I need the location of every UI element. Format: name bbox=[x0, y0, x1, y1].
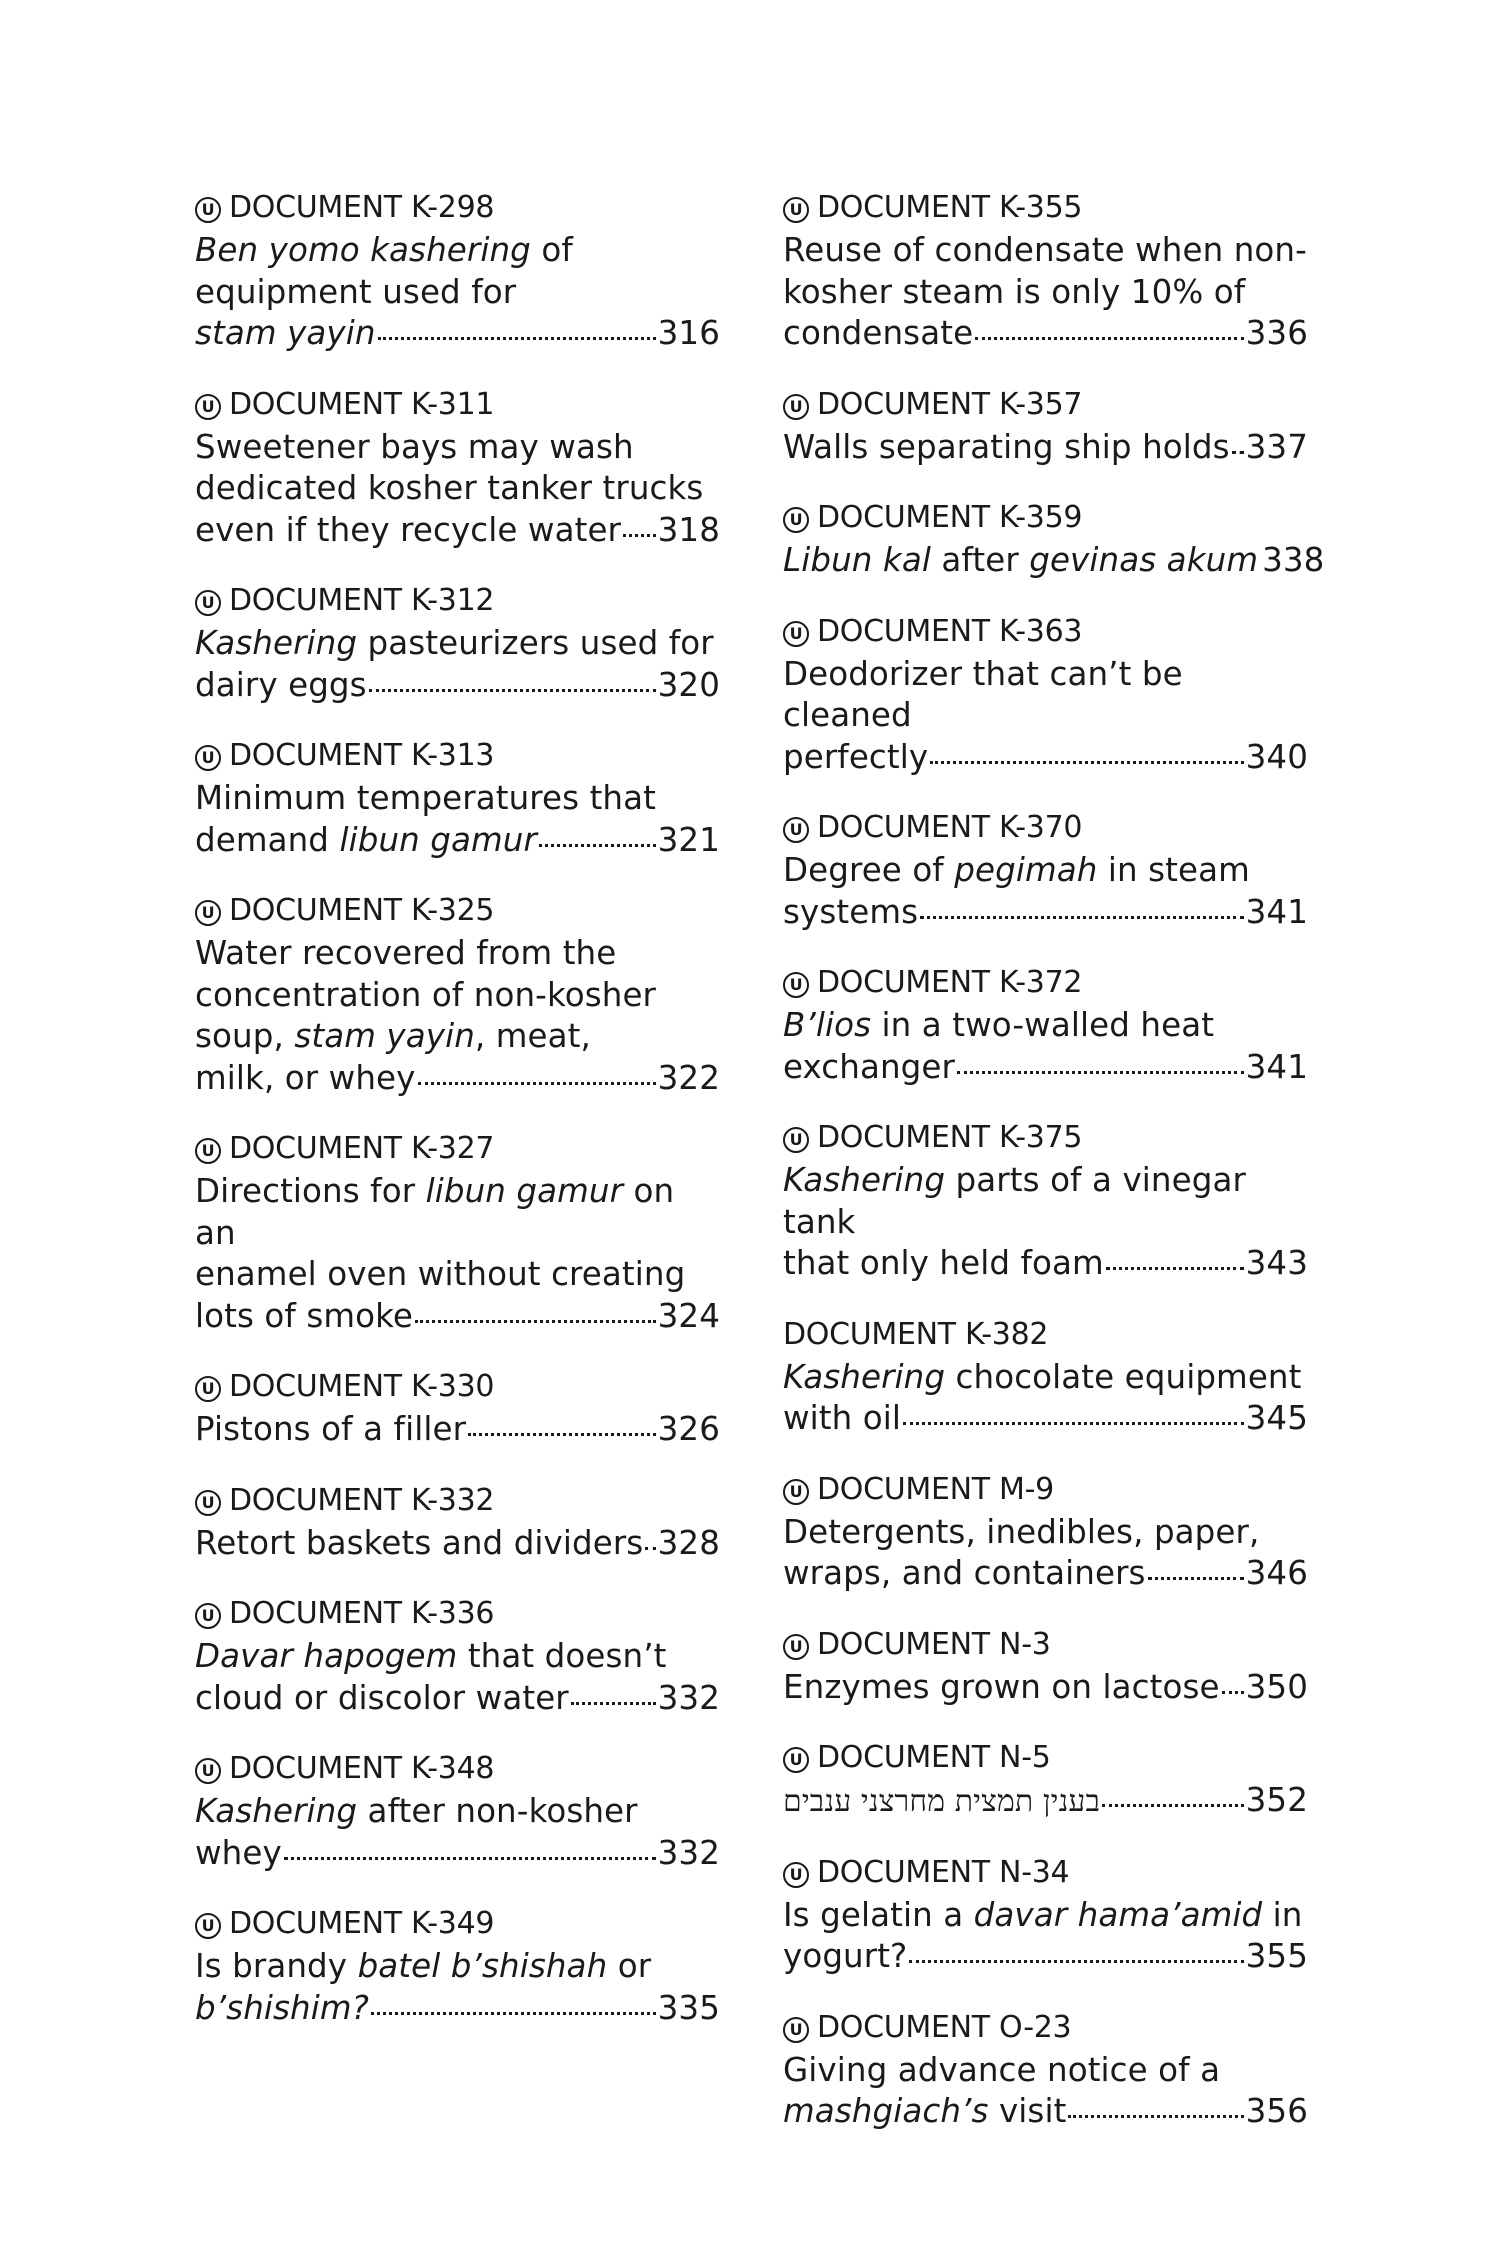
toc-entry[interactable] bbox=[195, 889, 720, 1099]
entry-title-line bbox=[195, 1946, 720, 1988]
dot-leader bbox=[1102, 1804, 1244, 1807]
ou-kosher-icon: U bbox=[783, 1634, 809, 1660]
ou-kosher-icon: U bbox=[195, 1376, 221, 1402]
ou-kosher-icon: U bbox=[783, 197, 809, 223]
document-label: DOCUMENT K-355 bbox=[817, 190, 1083, 225]
entry-title-last-line bbox=[195, 313, 720, 355]
title-segment: systems bbox=[783, 892, 919, 931]
title-segment: even if they recycle water bbox=[195, 510, 622, 549]
title-segment: pasteurizers used for bbox=[357, 624, 714, 662]
dot-leader bbox=[1232, 451, 1244, 454]
title-segment: perfectly bbox=[783, 737, 929, 776]
dot-leader bbox=[1106, 1267, 1244, 1270]
entry-title-last-line bbox=[783, 1936, 1308, 1978]
title-segment: Detergents, inedibles, paper, bbox=[783, 1512, 1260, 1551]
entry-title-text bbox=[195, 1523, 643, 1565]
title-segment: visit bbox=[988, 2092, 1067, 2130]
title-segment: Pistons of a filler bbox=[195, 1410, 467, 1448]
entry-title-text bbox=[783, 1243, 1104, 1285]
title-segment: yogurt? bbox=[783, 1937, 908, 1975]
page-number: 337 bbox=[1245, 427, 1308, 466]
ou-kosher-icon: U bbox=[195, 1913, 221, 1939]
document-number bbox=[195, 186, 720, 230]
title-segment: parts of a vinegar tank bbox=[783, 1161, 1246, 1241]
page-number: 352 bbox=[1245, 1781, 1308, 1819]
entry-title-text bbox=[783, 1667, 1220, 1709]
entry-title-line bbox=[195, 427, 720, 469]
dot-leader bbox=[571, 1702, 656, 1705]
dot-leader bbox=[1148, 1577, 1244, 1580]
toc-entry[interactable] bbox=[195, 1127, 720, 1337]
entry-title-last-line bbox=[195, 1296, 720, 1338]
title-segment: after non-kosher bbox=[357, 1792, 638, 1830]
ou-kosher-icon: U bbox=[783, 1479, 809, 1505]
entry-title-line bbox=[783, 654, 1308, 737]
entry-title-line bbox=[195, 1636, 720, 1678]
entry-title-last-line bbox=[783, 540, 1325, 582]
title-segment: of bbox=[530, 231, 573, 269]
page-number: 326 bbox=[657, 1410, 720, 1448]
dot-leader bbox=[371, 2012, 656, 2015]
entry-title-last-line bbox=[783, 1243, 1308, 1285]
entry-title-last-line bbox=[195, 1833, 720, 1875]
entry-title-text bbox=[783, 1398, 901, 1440]
entry-title-last-line bbox=[783, 737, 1308, 779]
title-segment: davar hama’amid bbox=[973, 1895, 1263, 1934]
dot-leader bbox=[418, 1082, 656, 1085]
toc-entry[interactable] bbox=[783, 186, 1308, 355]
entry-title-line bbox=[195, 933, 720, 975]
entry-title-last-line bbox=[783, 427, 1308, 469]
document-label: DOCUMENT M-9 bbox=[817, 1471, 1054, 1507]
dot-leader bbox=[957, 1071, 1244, 1074]
document-number bbox=[195, 1365, 720, 1409]
toc-entry[interactable] bbox=[195, 1592, 720, 1719]
entry-title-last-line bbox=[783, 2091, 1308, 2133]
title-segment: after bbox=[930, 541, 1030, 579]
toc-entry[interactable] bbox=[195, 579, 720, 706]
entry-title-last-line bbox=[783, 1398, 1308, 1440]
entry-title-line bbox=[195, 1254, 720, 1296]
document-label: DOCUMENT K-325 bbox=[229, 893, 495, 928]
toc-entry[interactable] bbox=[783, 383, 1308, 469]
page-number: 316 bbox=[657, 314, 720, 352]
ou-kosher-icon: U bbox=[195, 900, 221, 926]
document-number bbox=[783, 1736, 1308, 1780]
document-number bbox=[195, 1592, 720, 1636]
entry-title-last-line bbox=[783, 1667, 1308, 1709]
entry-title-text bbox=[195, 1833, 282, 1875]
ou-kosher-icon: U bbox=[195, 1138, 221, 1164]
title-segment: Sweetener bays may wash bbox=[195, 427, 634, 466]
document-number bbox=[783, 1116, 1308, 1160]
document-label: DOCUMENT K-363 bbox=[817, 613, 1083, 649]
page-number: 332 bbox=[657, 1833, 720, 1872]
page-number: 324 bbox=[657, 1296, 720, 1335]
entry-title-last-line bbox=[783, 313, 1308, 355]
entry-title-text bbox=[783, 540, 1258, 582]
entry-title-text bbox=[783, 1553, 1146, 1595]
document-number bbox=[783, 1851, 1308, 1895]
title-segment: Libun kal bbox=[783, 541, 931, 579]
page-number: 322 bbox=[657, 1058, 720, 1097]
document-label: DOCUMENT K-370 bbox=[817, 810, 1083, 845]
entry-title-last-line bbox=[195, 1409, 720, 1451]
page-number: 338 bbox=[1262, 541, 1325, 579]
title-segment: demand bbox=[195, 820, 340, 859]
ou-kosher-icon: U bbox=[783, 1127, 809, 1153]
entry-title-text bbox=[783, 1780, 1100, 1823]
document-label: DOCUMENT K-313 bbox=[229, 738, 495, 773]
document-label: DOCUMENT K-357 bbox=[817, 386, 1083, 422]
page-number: 332 bbox=[657, 1678, 720, 1717]
title-segment: בענין תמצית מחרצני ענבים bbox=[783, 1784, 1101, 1819]
entry-title-line bbox=[195, 230, 720, 272]
ou-kosher-icon: U bbox=[783, 972, 809, 998]
document-label: DOCUMENT K-312 bbox=[229, 583, 495, 618]
document-number bbox=[783, 496, 1308, 540]
ou-kosher-icon: U bbox=[783, 1747, 809, 1773]
entry-title-text bbox=[195, 313, 376, 355]
entry-title-last-line bbox=[195, 510, 720, 552]
title-segment: concentration of non-kosher bbox=[195, 975, 657, 1014]
title-segment: stam yayin bbox=[294, 1017, 475, 1055]
entry-title-last-line bbox=[195, 665, 720, 707]
toc-right-column bbox=[783, 186, 1325, 2133]
page-number: 320 bbox=[657, 665, 720, 704]
document-label: DOCUMENT K-348 bbox=[229, 1751, 495, 1786]
title-segment: in bbox=[1262, 1895, 1303, 1934]
entry-title-last-line bbox=[783, 1780, 1308, 1823]
title-segment: Retort baskets and dividers bbox=[195, 1523, 644, 1562]
title-segment: Deodorizer that can’t be cleaned bbox=[783, 654, 1183, 734]
page-number: 350 bbox=[1245, 1667, 1308, 1706]
title-segment: Walls separating ship holds bbox=[783, 427, 1230, 466]
dot-leader bbox=[1068, 2115, 1243, 2118]
title-segment: dedicated kosher tanker trucks bbox=[195, 469, 704, 507]
toc-entry[interactable] bbox=[783, 1851, 1308, 1978]
page-number: 356 bbox=[1245, 2092, 1308, 2130]
toc-left-column bbox=[195, 186, 720, 2029]
title-segment: libun gamur bbox=[339, 820, 537, 859]
entry-title-last-line bbox=[783, 1047, 1308, 1089]
title-segment: in a two-walled heat bbox=[871, 1006, 1215, 1044]
title-segment: Reuse of condensate when non- bbox=[783, 231, 1307, 269]
title-segment: Is brandy bbox=[195, 1947, 358, 1985]
title-segment: pegimah bbox=[954, 851, 1098, 889]
toc-entry[interactable] bbox=[783, 1468, 1308, 1595]
title-segment: on an bbox=[195, 1172, 675, 1252]
title-segment: Kashering bbox=[783, 1161, 946, 1199]
entry-title-text bbox=[195, 1678, 569, 1720]
entry-title-text bbox=[783, 2091, 1066, 2133]
title-segment: b’shishim? bbox=[195, 1988, 369, 2027]
toc-entry[interactable] bbox=[195, 1902, 720, 2029]
dot-leader bbox=[645, 1547, 655, 1550]
page-number: 346 bbox=[1245, 1554, 1308, 1592]
dot-leader bbox=[623, 534, 656, 537]
document-number bbox=[195, 1479, 720, 1523]
title-segment: soup, bbox=[195, 1017, 295, 1055]
dot-leader bbox=[903, 1422, 1244, 1425]
dot-leader bbox=[468, 1433, 656, 1436]
document-number bbox=[783, 186, 1308, 230]
ou-kosher-icon: U bbox=[783, 817, 809, 843]
title-segment: exchanger bbox=[783, 1047, 955, 1086]
dot-leader bbox=[378, 337, 656, 340]
toc-entry[interactable] bbox=[783, 496, 1325, 582]
entry-title-line bbox=[195, 975, 720, 1017]
page-number: 335 bbox=[657, 1988, 720, 2027]
title-segment: batel b’shishah bbox=[357, 1947, 608, 1985]
ou-kosher-icon: U bbox=[195, 1490, 221, 1516]
entry-title-text bbox=[195, 1296, 413, 1338]
entry-title-last-line bbox=[195, 1988, 720, 2030]
title-segment: dairy eggs bbox=[195, 665, 367, 704]
ou-kosher-icon: U bbox=[783, 621, 809, 647]
entry-title-text bbox=[783, 313, 973, 355]
page-number: 328 bbox=[657, 1523, 720, 1562]
title-segment: kosher steam is only 10% of bbox=[783, 272, 1246, 311]
entry-title-line bbox=[783, 2050, 1308, 2092]
document-label: DOCUMENT K-336 bbox=[229, 1596, 495, 1631]
document-number bbox=[783, 1313, 1308, 1357]
title-segment: libun gamur bbox=[425, 1172, 624, 1210]
dot-leader bbox=[909, 1960, 1243, 1963]
toc-entry[interactable] bbox=[783, 1736, 1308, 1823]
title-segment: or bbox=[607, 1947, 652, 1985]
toc-entry[interactable] bbox=[783, 961, 1308, 1088]
document-number bbox=[195, 889, 720, 933]
entry-title-line bbox=[195, 623, 720, 665]
entry-title-line bbox=[783, 1357, 1308, 1399]
title-segment: Kashering bbox=[783, 1357, 946, 1396]
entry-title-last-line bbox=[783, 1553, 1308, 1595]
ou-kosher-icon: U bbox=[195, 394, 221, 420]
entry-title-line bbox=[195, 778, 720, 820]
title-segment: Directions for bbox=[195, 1172, 426, 1210]
entry-title-line bbox=[783, 1895, 1308, 1937]
entry-title-last-line bbox=[195, 820, 720, 862]
document-label: DOCUMENT O-23 bbox=[817, 2009, 1072, 2045]
ou-kosher-icon: U bbox=[783, 394, 809, 420]
entry-title-text bbox=[783, 1047, 955, 1089]
title-segment: Ben yomo kashering bbox=[195, 231, 531, 269]
dot-leader bbox=[975, 337, 1243, 340]
title-segment: Enzymes grown on lactose bbox=[783, 1667, 1220, 1706]
document-label: DOCUMENT N-3 bbox=[817, 1626, 1051, 1662]
dot-leader bbox=[930, 761, 1243, 764]
entry-title-line bbox=[195, 1016, 720, 1058]
toc-entry[interactable] bbox=[783, 806, 1308, 933]
document-number bbox=[783, 806, 1308, 850]
title-segment: wraps, and containers bbox=[783, 1554, 1146, 1592]
dot-leader bbox=[415, 1320, 656, 1323]
page-number: 345 bbox=[1245, 1399, 1308, 1437]
document-label: DOCUMENT K-311 bbox=[229, 386, 495, 422]
title-segment: Minimum temperatures that bbox=[195, 779, 656, 817]
document-number bbox=[783, 610, 1308, 654]
entry-title-text bbox=[195, 510, 621, 552]
page-number: 336 bbox=[1245, 314, 1308, 352]
toc-entry[interactable] bbox=[783, 1116, 1308, 1285]
title-segment: condensate bbox=[783, 314, 974, 352]
title-segment: Kashering bbox=[195, 1792, 358, 1830]
ou-kosher-icon: U bbox=[195, 745, 221, 771]
ou-kosher-icon: U bbox=[195, 590, 221, 616]
page-number: 321 bbox=[657, 820, 720, 859]
toc-entry[interactable] bbox=[195, 1365, 720, 1451]
ou-kosher-icon: U bbox=[195, 1603, 221, 1629]
title-segment: mashgiach’s bbox=[783, 2092, 989, 2130]
toc-entry[interactable] bbox=[195, 383, 720, 552]
document-label: DOCUMENT K-327 bbox=[229, 1131, 495, 1166]
entry-title-text bbox=[783, 892, 918, 934]
title-segment: B’lios bbox=[783, 1006, 872, 1044]
entry-title-text bbox=[783, 737, 928, 779]
title-segment: Degree of bbox=[783, 851, 955, 889]
title-segment: Kashering bbox=[195, 624, 358, 662]
entry-title-line bbox=[783, 230, 1308, 272]
document-label: DOCUMENT K-298 bbox=[229, 190, 495, 225]
toc-entry[interactable] bbox=[783, 1313, 1308, 1440]
page-number: 318 bbox=[657, 510, 720, 549]
page-number: 341 bbox=[1245, 1047, 1308, 1086]
dot-leader bbox=[539, 844, 656, 847]
page-number: 341 bbox=[1245, 892, 1308, 931]
document-label: DOCUMENT K-349 bbox=[229, 1906, 495, 1941]
document-label: DOCUMENT K-382 bbox=[783, 1316, 1049, 1352]
title-segment: equipment used for bbox=[195, 272, 517, 311]
document-label: DOCUMENT K-359 bbox=[817, 500, 1083, 535]
entry-title-last-line bbox=[195, 1058, 720, 1100]
entry-title-text bbox=[783, 427, 1230, 469]
title-segment: Water recovered from the bbox=[195, 934, 617, 972]
title-segment: gevinas akum bbox=[1029, 541, 1259, 579]
document-label: DOCUMENT N-5 bbox=[817, 1740, 1051, 1775]
entry-title-line bbox=[195, 468, 720, 510]
entry-title-text bbox=[195, 1409, 466, 1451]
entry-title-text bbox=[195, 820, 537, 862]
document-label: DOCUMENT K-372 bbox=[817, 965, 1083, 1000]
toc-entry[interactable] bbox=[195, 734, 720, 861]
title-segment: stam yayin bbox=[195, 314, 376, 352]
document-number bbox=[783, 2006, 1308, 2050]
entry-title-line bbox=[783, 1512, 1308, 1554]
entry-title-line bbox=[195, 1171, 720, 1254]
document-number bbox=[195, 579, 720, 623]
dot-leader bbox=[284, 1857, 656, 1860]
entry-title-line bbox=[783, 850, 1308, 892]
title-segment: enamel oven without creating bbox=[195, 1255, 686, 1293]
title-segment: lots of smoke bbox=[195, 1296, 414, 1335]
document-number bbox=[195, 1747, 720, 1791]
entry-title-line bbox=[195, 1791, 720, 1833]
toc-entry[interactable] bbox=[783, 1623, 1308, 1709]
document-number bbox=[783, 961, 1308, 1005]
entry-title-last-line bbox=[195, 1523, 720, 1565]
entry-title-text bbox=[195, 665, 367, 707]
ou-kosher-icon: U bbox=[195, 197, 221, 223]
entry-title-text bbox=[195, 1058, 416, 1100]
dot-leader bbox=[920, 916, 1244, 919]
page-number: 340 bbox=[1245, 737, 1308, 776]
entry-title-line bbox=[783, 1005, 1308, 1047]
entry-title-last-line bbox=[195, 1678, 720, 1720]
page-number: 343 bbox=[1245, 1244, 1308, 1282]
document-number bbox=[195, 1902, 720, 1946]
toc-entry[interactable] bbox=[195, 1479, 720, 1565]
entry-title-line bbox=[783, 1160, 1308, 1243]
entry-title-text bbox=[783, 1936, 907, 1978]
title-segment: in steam bbox=[1097, 851, 1250, 889]
document-label: DOCUMENT N-34 bbox=[817, 1854, 1070, 1890]
document-label: DOCUMENT K-375 bbox=[817, 1120, 1083, 1155]
title-segment: Is gelatin a bbox=[783, 1895, 974, 1934]
document-number bbox=[195, 734, 720, 778]
title-segment: that doesn’t bbox=[457, 1637, 667, 1675]
ou-kosher-icon: U bbox=[783, 1862, 809, 1888]
document-label: DOCUMENT K-330 bbox=[229, 1369, 495, 1404]
document-number bbox=[783, 1623, 1308, 1667]
title-segment: cloud or discolor water bbox=[195, 1678, 569, 1717]
toc-entry[interactable] bbox=[783, 2006, 1308, 2133]
entry-title-text bbox=[195, 1988, 369, 2030]
title-segment: with oil bbox=[783, 1399, 902, 1437]
page-number: 355 bbox=[1245, 1937, 1308, 1975]
title-segment: , meat, bbox=[474, 1017, 591, 1055]
document-number bbox=[783, 383, 1308, 427]
document-label: DOCUMENT K-332 bbox=[229, 1482, 495, 1518]
toc-entry[interactable] bbox=[783, 610, 1308, 779]
title-segment: that only held foam bbox=[783, 1244, 1104, 1282]
document-number bbox=[195, 383, 720, 427]
entry-title-line bbox=[195, 272, 720, 314]
title-segment: milk, or whey bbox=[195, 1058, 416, 1097]
dot-leader bbox=[369, 689, 656, 692]
ou-kosher-icon: U bbox=[783, 507, 809, 533]
document-number bbox=[783, 1468, 1308, 1512]
document-number bbox=[195, 1127, 720, 1171]
title-segment: Davar hapogem bbox=[195, 1637, 458, 1675]
title-segment: whey bbox=[195, 1833, 282, 1872]
dot-leader bbox=[1222, 1691, 1244, 1694]
ou-kosher-icon: U bbox=[195, 1758, 221, 1784]
ou-kosher-icon: U bbox=[783, 2017, 809, 2043]
title-segment: Giving advance notice of a bbox=[783, 2050, 1221, 2089]
toc-entry[interactable] bbox=[195, 186, 720, 355]
title-segment: chocolate equipment bbox=[945, 1357, 1302, 1396]
entry-title-line bbox=[783, 272, 1308, 314]
entry-title-last-line bbox=[783, 892, 1308, 934]
toc-entry[interactable] bbox=[195, 1747, 720, 1874]
